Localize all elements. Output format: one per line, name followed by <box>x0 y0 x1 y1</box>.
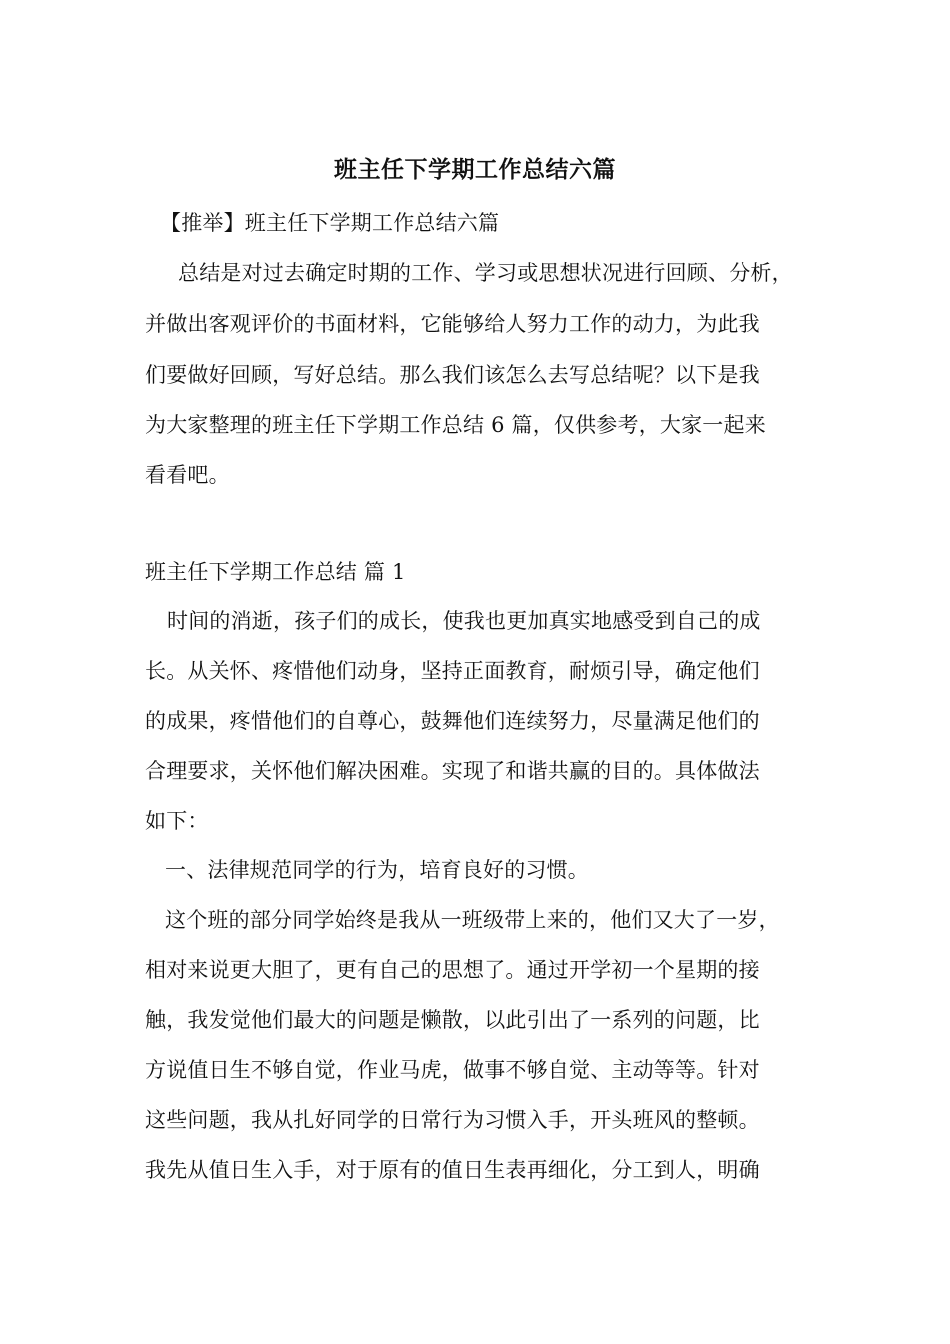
document-title: 班主任下学期工作总结六篇 <box>334 156 616 183</box>
body-paragraph-line: 长。从关怀、疼惜他们动身，坚持正面教育，耐烦引导，确定他们 <box>145 659 760 683</box>
body-paragraph-line: 方说值日生不够自觉，作业马虎，做事不够自觉、主动等等。针对 <box>145 1058 760 1082</box>
body-paragraph-line: 触，我发觉他们最大的问题是懒散，以此引出了一系列的问题，比 <box>145 1008 760 1032</box>
section-heading: 班主任下学期工作总结 篇 1 <box>145 560 406 584</box>
body-paragraph-line: 这个班的部分同学始终是我从一班级带上来的，他们又大了一岁， <box>165 908 780 932</box>
body-paragraph-line: 相对来说更大胆了，更有自己的思想了。通过开学初一个星期的接 <box>145 958 760 982</box>
intro-paragraph-line: 并做出客观评价的书面材料，它能够给人努力工作的动力，为此我 <box>145 312 760 336</box>
body-paragraph-line: 如下： <box>145 809 209 833</box>
body-paragraph-line: 我先从值日生入手，对于原有的值日生表再细化，分工到人，明确 <box>145 1158 760 1182</box>
subsection-heading: 一、法律规范同学的行为，培育良好的习惯。 <box>165 858 589 882</box>
body-paragraph-line: 合理要求，关怀他们解决困难。实现了和谐共赢的目的。具体做法 <box>145 759 760 783</box>
intro-paragraph-line: 总结是对过去确定时期的工作、学习或思想状况进行回顾、分析， <box>178 261 793 285</box>
intro-paragraph-line: 们要做好回顾，写好总结。那么我们该怎么去写总结呢？以下是我 <box>145 363 760 387</box>
body-paragraph-line: 时间的消逝，孩子们的成长，使我也更加真实地感受到自己的成 <box>167 609 761 633</box>
intro-paragraph-line: 为大家整理的班主任下学期工作总结 6 篇，仅供参考，大家一起来 <box>145 413 766 437</box>
body-paragraph-line: 的成果，疼惜他们的自尊心，鼓舞他们连续努力，尽量满足他们的 <box>145 709 760 733</box>
recommend-heading: 【推举】班主任下学期工作总结六篇 <box>160 211 500 235</box>
intro-paragraph-line: 看看吧。 <box>145 463 230 487</box>
body-paragraph-line: 这些问题，我从扎好同学的日常行为习惯入手，开头班风的整顿。 <box>145 1108 760 1132</box>
